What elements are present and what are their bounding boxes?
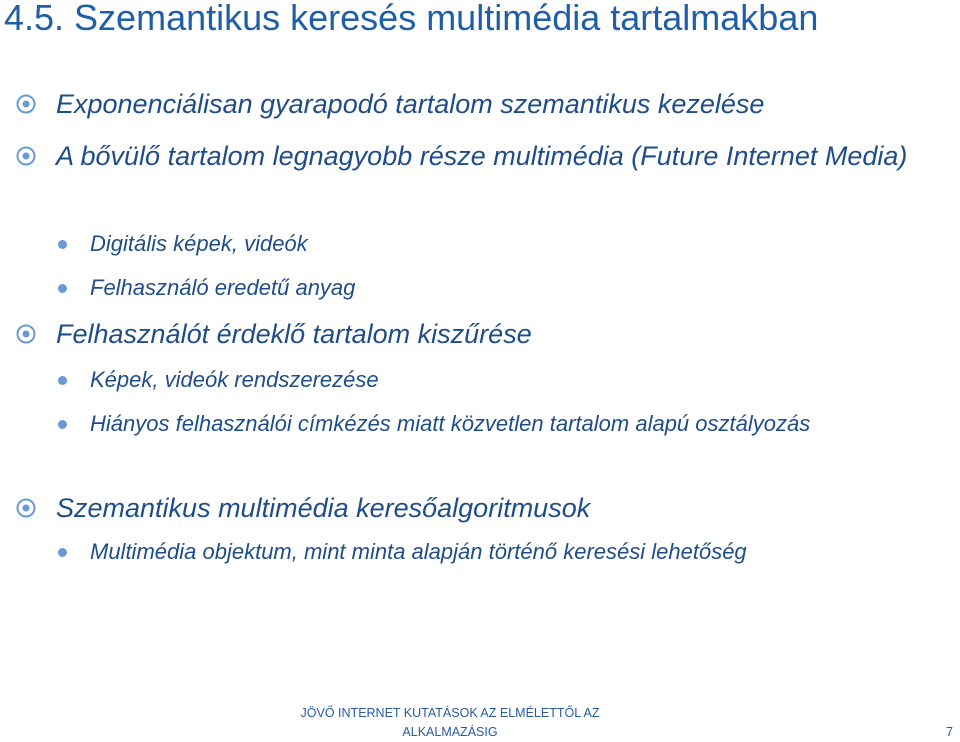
sub-bullet-item: Felhasználó eredetű anyag bbox=[90, 275, 356, 300]
footer-line: JÖVŐ INTERNET KUTATÁSOK AZ ELMÉLETTŐL AZ bbox=[300, 706, 600, 720]
sub-bullet-item: Hiányos felhasználói címkézés miatt közvetlen tartalom alapú osztályozás bbox=[90, 411, 811, 436]
bullet-item: Exponenciálisan gyarapodó tartalom szemantikus kezelése bbox=[56, 89, 765, 119]
bullet-item: A bővülő tartalom legnagyobb része multimédia (Future Internet Media) bbox=[56, 141, 908, 171]
footer-line: ALKALMAZÁSIG bbox=[402, 725, 498, 739]
slide-title: 4.5. Szemantikus keresés multimédia tartalmakban bbox=[4, 0, 819, 38]
footer bbox=[290, 704, 610, 742]
bullet-item: Felhasználót érdeklő tartalom kiszűrése bbox=[56, 319, 532, 349]
ring-dot-icon bbox=[13, 143, 39, 169]
ring-dot-icon bbox=[13, 321, 39, 347]
ring-dot-icon bbox=[13, 495, 39, 521]
sub-bullet-item: Digitális képek, videók bbox=[90, 231, 308, 256]
bullet-item: Szemantikus multimédia keresőalgoritmusok bbox=[56, 493, 591, 523]
dot-icon bbox=[58, 548, 67, 557]
sub-bullet-item: Multimédia objektum, mint minta alapján történő keresési lehetőség bbox=[90, 539, 747, 564]
dot-icon bbox=[58, 420, 67, 429]
dot-icon bbox=[58, 376, 67, 385]
sub-bullet-item: Képek, videók rendszerezése bbox=[90, 367, 379, 392]
page-number: 7 bbox=[946, 725, 953, 739]
dot-icon bbox=[58, 284, 67, 293]
ring-dot-icon bbox=[13, 91, 39, 117]
dot-icon bbox=[58, 240, 67, 249]
